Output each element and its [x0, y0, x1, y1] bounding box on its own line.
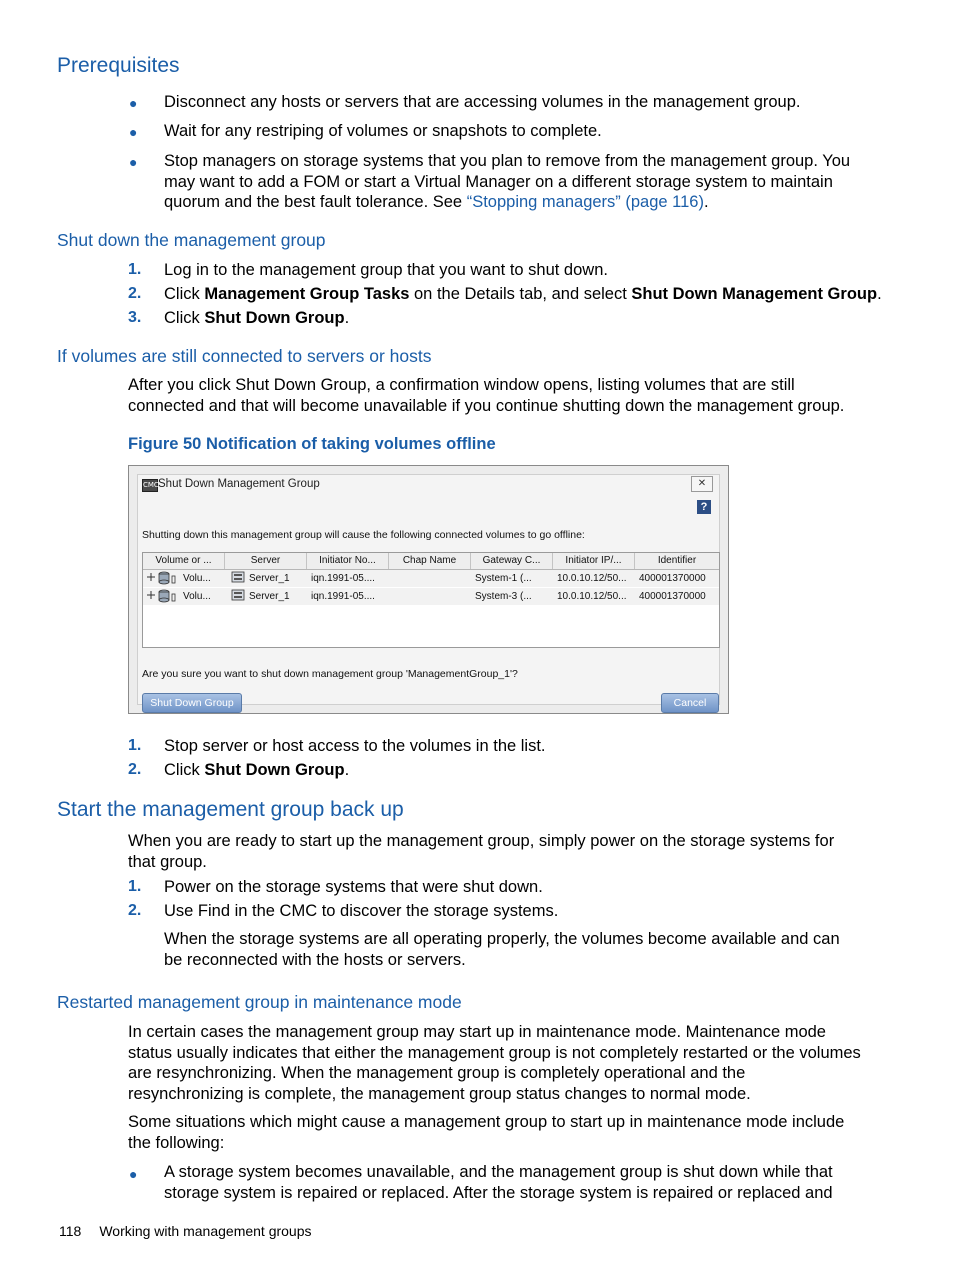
step-3-text-c: . [344, 309, 350, 327]
dialog-title: Shut Down Management Group [158, 478, 320, 490]
initiator-ip-cell: 10.0.10.12/50... [557, 573, 627, 584]
step-number: 2. [128, 285, 142, 302]
shut-down-management-group-term: Shut Down Management Group [631, 285, 878, 303]
cancel-button[interactable]: Cancel [661, 693, 719, 713]
maintenance-p1-line: resynchronizing is complete, the management group status changes to normal mode. [128, 1084, 751, 1103]
prereq-bullet-3-line2: may want to add a FOM or start a Virtual Manager on a different storage system to maintain [164, 172, 833, 191]
step-number: 1. [128, 261, 142, 278]
initiator-ip-cell: 10.0.10.12/50... [557, 591, 627, 602]
step-number: 1. [128, 737, 142, 754]
maintenance-paragraph-1 [128, 1022, 861, 1104]
maintenance-paragraph-2 [128, 1112, 844, 1153]
step-number: 2. [128, 902, 142, 919]
column-header[interactable]: Chap Name [389, 553, 471, 569]
volumes-step-2 [164, 760, 349, 781]
chapter-title: Working with management groups [99, 1223, 312, 1239]
shut-down-dialog [128, 465, 729, 714]
dialog-panel [137, 474, 720, 709]
step-2-text-e: . [877, 285, 882, 303]
server-cell: Server_1 [249, 573, 290, 584]
prereq-bullet-3-period: . [703, 193, 709, 211]
prereq-bullet-3-line3 [164, 192, 850, 213]
table-header [143, 553, 719, 570]
volume-icon [147, 588, 183, 605]
column-header[interactable]: Initiator No... [307, 553, 389, 569]
prereq-bullet-2: Wait for any restriping of volumes or snapshots to complete. [164, 122, 602, 140]
shut-down-group-button[interactable]: Shut Down Group [142, 693, 242, 713]
maintenance-p1-line: status usually indicates that either the management group is not completely restarted or the volumes [128, 1043, 861, 1062]
bullet-marker: ● [129, 95, 138, 111]
step-2-text-c: on the Details tab, and select [409, 285, 632, 303]
identifier-cell: 400001370000 [639, 573, 706, 584]
step-number: 1. [128, 878, 142, 895]
volume-cell: Volu... [183, 573, 211, 584]
dialog-message: Shutting down this management group will cause the following connected volumes to go offline: [142, 529, 585, 541]
bullet-marker: ● [129, 124, 138, 140]
step-number: 2. [128, 761, 142, 778]
volumes-step-2-text-a: Click [164, 761, 205, 779]
step-3-text-a: Click [164, 309, 205, 327]
volumes-connected-line2: connected and that will become unavailable if you continue shutting down the management group. [128, 396, 845, 415]
heading-start-back-up: Start the management group back up [57, 798, 404, 821]
chap-cell [393, 588, 469, 605]
help-icon[interactable]: ? [697, 500, 711, 514]
server-cell: Server_1 [249, 591, 290, 602]
cmc-app-icon: CMC [142, 479, 158, 492]
prereq-bullet-3-line3-text: quorum and the best fault tolerance. See [164, 193, 467, 211]
table-row[interactable] [143, 588, 719, 606]
start-back-up-line2: that group. [128, 852, 207, 871]
start-note-line2: be reconnected with the hosts or servers. [164, 950, 466, 969]
shut-down-group-term: Shut Down Group [204, 761, 345, 779]
page-number: 118 [59, 1223, 82, 1239]
volumes-table [142, 552, 720, 648]
maintenance-p1-line: are resynchronizing. When the management group is completely operational and the [128, 1064, 746, 1082]
column-header[interactable]: Gateway C... [471, 553, 553, 569]
figure-caption: Figure 50 Notification of taking volumes offline [128, 435, 496, 453]
stopping-managers-link[interactable]: “Stopping managers” (page 116) [466, 193, 704, 211]
column-header[interactable]: Identifier [657, 555, 697, 566]
shut-down-step-1: Log in to the management group that you want to shut down. [164, 261, 608, 279]
maintenance-bullet-line1: A storage system becomes unavailable, and the management group is shut down while that [164, 1163, 833, 1181]
bullet-marker: ● [129, 1166, 138, 1182]
shut-down-group-term: Shut Down Group [204, 309, 345, 327]
volumes-connected-line1: After you click Shut Down Group, a confirmation window opens, listing volumes that are still [128, 376, 795, 394]
server-icon [231, 588, 245, 605]
prereq-bullet-3 [164, 151, 850, 213]
volumes-step-1: Stop server or host access to the volumes in the list. [164, 737, 546, 755]
heading-shut-down: Shut down the management group [57, 230, 326, 250]
start-step-2-note [164, 929, 840, 970]
volume-cell: Volu... [183, 591, 211, 602]
step-2-text-a: Click [164, 285, 205, 303]
shut-down-step-2 [164, 284, 882, 305]
initiator-cell: iqn.1991-05.... [311, 591, 375, 602]
table-row[interactable] [143, 570, 719, 588]
volume-icon [147, 570, 183, 587]
identifier-cell: 400001370000 [639, 591, 706, 602]
initiator-cell: iqn.1991-05.... [311, 573, 375, 584]
gateway-cell: System-3 (... [475, 591, 532, 602]
chap-cell [393, 570, 469, 587]
heading-prerequisites: Prerequisites [57, 54, 180, 77]
gateway-cell: System-1 (... [475, 573, 532, 584]
heading-maintenance-mode: Restarted management group in maintenance mode [57, 992, 462, 1012]
column-header[interactable]: Volume or ... [143, 553, 225, 569]
prereq-bullet-3-line1: Stop managers on storage systems that you plan to remove from the management group. You [164, 152, 851, 170]
maintenance-p1-line: In certain cases the management group may start up in maintenance mode. Maintenance mode [128, 1023, 826, 1041]
bullet-marker: ● [129, 154, 138, 170]
column-header[interactable]: Initiator IP/... [553, 553, 635, 569]
step-number: 3. [128, 309, 142, 326]
close-icon[interactable]: ✕ [691, 476, 713, 492]
dialog-title-bar [138, 475, 719, 495]
start-note-line1: When the storage systems are all operating properly, the volumes become available and can [164, 930, 840, 948]
server-icon [231, 570, 245, 587]
confirmation-question: Are you sure you want to shut down management group 'ManagementGroup_1'? [142, 668, 518, 680]
prereq-bullet-1: Disconnect any hosts or servers that are accessing volumes in the management group. [164, 93, 801, 111]
maintenance-bullet-line2: storage system is repaired or replaced. After the storage system is repaired or replaced and [164, 1183, 833, 1202]
volumes-step-2-text-c: . [344, 761, 350, 779]
management-group-tasks-term: Management Group Tasks [204, 285, 410, 303]
maintenance-p2-line: Some situations which might cause a management group to start up in maintenance mode include [128, 1113, 845, 1131]
start-step-1: Power on the storage systems that were shut down. [164, 878, 543, 896]
start-step-2: Use Find in the CMC to discover the storage systems. [164, 902, 559, 920]
shut-down-step-3 [164, 308, 349, 329]
volumes-connected-paragraph [128, 375, 844, 416]
page-footer [59, 1223, 312, 1239]
maintenance-bullet [164, 1162, 833, 1203]
start-back-up-paragraph [128, 831, 834, 872]
maintenance-p2-line: the following: [128, 1133, 225, 1152]
start-back-up-line1: When you are ready to start up the management group, simply power on the storage systems for [128, 832, 835, 850]
heading-volumes-connected: If volumes are still connected to servers or hosts [57, 346, 432, 366]
column-header[interactable]: Server [225, 553, 307, 569]
